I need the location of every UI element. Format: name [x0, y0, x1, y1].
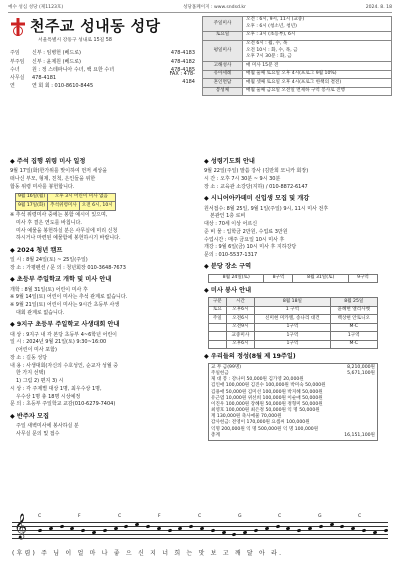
music-note: [38, 528, 43, 532]
schedule-label: 고해성사: [203, 62, 243, 70]
chord-label: G: [238, 514, 242, 519]
table-cell: 백상현 안토니오: [330, 315, 377, 323]
table-cell: 오전6시: [226, 315, 255, 323]
offering-label: 익명 200,000원 익 명 500,000원 익 명 100,000원: [211, 426, 319, 432]
schedule-detail: 오전 6시 : 월, 수, 목 오전 10시 : 화, 수, 목, 금 오후 7시 30분 : 화, 금: [243, 40, 392, 62]
table-cell: 추석위령미사: [48, 202, 80, 211]
music-note: [59, 524, 64, 528]
music-note: [318, 524, 323, 528]
table-cell: [209, 323, 227, 331]
offering-label: 교 무 금(99명): [211, 364, 242, 370]
text-line: 본관인 1층 로비: [210, 213, 246, 220]
schedule-detail: 매월 셋째 토요일 오후 4시(프로그 한책의 결전): [243, 79, 392, 87]
church-logo-icon: [10, 18, 26, 36]
offering-label: 감사헌금: 전영이 170,000원 요셉씨 100,000원: [211, 420, 310, 426]
schedule-detail: 매 미사 15분 전: [243, 62, 392, 70]
schedule-row: [203, 79, 392, 87]
schedule-row: [203, 32, 392, 40]
table-cell: 1구역: [255, 340, 330, 348]
hymn-lyrics: (후렴) 주 님 이 얼 마 나 좋 으 신 지 너 희 는 맛 보 고 깨 달 아 라.: [12, 550, 284, 557]
text-line: 대회 관계로 없습니다.: [16, 309, 65, 316]
music-note: [124, 524, 129, 528]
chord-label: F: [78, 514, 81, 519]
section-title: ◆ 미사 봉사 안내: [204, 286, 252, 294]
right-column: [204, 158, 390, 445]
text-line: 미사 예물을 봉헌하실 분은 사무실에 미리 신청: [16, 227, 118, 234]
table-row: [209, 323, 378, 331]
table-cell: 오후6시: [226, 306, 255, 314]
district-cleaning-section: [204, 263, 390, 283]
staff-value: 478-4181: [32, 75, 57, 82]
table-cell: 주일: [209, 315, 227, 323]
offering-label: 김용애 50,000원 김미선 100,000원 박지혜 50,000원: [211, 389, 323, 395]
section-title: ◆ 우리들의 정성(8월 제 19주일): [204, 352, 296, 360]
text-line: 대상 : 70세 이상 어르신: [204, 221, 258, 228]
district-table: [208, 274, 378, 283]
music-note: [146, 524, 151, 528]
chord-label: C: [198, 514, 202, 519]
schedule-label: 주일미사: [203, 17, 243, 32]
schedule-detail: 매월 둘째 금요일 오전일 면제하 구역 봉사로 진행: [243, 87, 392, 95]
staff-role: 연: [10, 83, 15, 90]
bulletin-header: [8, 14, 392, 154]
schedule-detail: 오후 : 3시 (초등부), 6시: [243, 32, 392, 40]
table-cell: 오후 3시 어린이 미사 없음: [48, 193, 116, 202]
offering-label: 주일헌금: [211, 370, 229, 376]
text-line: 1) 그림 2) 편지 3) 시: [16, 378, 64, 384]
table-cell: 교중미사: [226, 332, 255, 340]
table-cell: 신미현 미카엘, 송나리 대건: [255, 315, 330, 323]
staff-row: [10, 71, 195, 85]
schedule-row: [203, 87, 392, 95]
staff-role: 수녀: [10, 66, 20, 73]
text-line: 주일 새벽미사에 봉사하실 분: [16, 422, 79, 429]
staff-row: [10, 58, 195, 66]
chord-label: G: [318, 514, 322, 519]
music-note: [329, 522, 334, 526]
treble-clef-icon: 𝄞: [14, 514, 28, 539]
text-line: 한 가지 선택): [16, 370, 46, 377]
table-cell: 토요: [209, 306, 227, 314]
senior-academy-section: [204, 195, 390, 260]
text-line: 떠나신 부모, 형제, 친척, 은인들을 위한: [10, 176, 96, 183]
table-row: [209, 332, 378, 340]
table-cell: 오전 6시, 10시: [79, 202, 115, 211]
bulletin-issue: 예수 성심 성당 (제1123호): [8, 4, 64, 10]
music-note: [372, 530, 377, 534]
music-note: [167, 528, 172, 532]
table-cell: 8월 24일(토): [209, 274, 264, 282]
table-row: [209, 340, 378, 348]
table-cell: M·C: [330, 323, 377, 331]
music-note: [221, 530, 226, 534]
chord-label: C: [278, 514, 282, 519]
table-cell: 9구역: [348, 274, 377, 282]
section-title: ◆ 분당 장소 구역: [204, 263, 252, 271]
bulletin-date: 2024. 8. 18: [365, 4, 392, 10]
music-note: [156, 526, 161, 530]
mass-service-table: [208, 297, 378, 349]
table-cell: 1구역: [330, 332, 377, 340]
text-line: 일 시 : 2024년 9월 21일(토) 9:30~16:00: [10, 339, 107, 346]
text-line: 9월 17일(화)한가위를 맞이하여 먼저 세상을: [10, 168, 108, 175]
chord-label: C: [358, 514, 362, 519]
music-note: [340, 524, 345, 528]
organist-recruit-section: [10, 413, 196, 439]
text-line: 장 소 : 교육관 소강당(지하) / 010-8872-6147: [204, 183, 308, 190]
staff-phone: FAX : 478-4184: [169, 71, 195, 85]
staff-row: [10, 50, 195, 58]
section-title: ◆ 주석 집행 위령 미사 일정: [10, 158, 86, 165]
homepage-url[interactable]: 성당홈페이지 : www.sndsd.kr: [182, 4, 246, 10]
text-line: 우수상 1명 총 18명 시상예정: [16, 393, 81, 400]
table-cell: [209, 340, 227, 348]
schedule-row: [203, 70, 392, 78]
drawing-contest-section: [10, 321, 196, 409]
schedule-row: [203, 40, 392, 62]
schedule-label: 유아세례: [203, 70, 243, 78]
offering-amount: 16,151,100원: [344, 432, 375, 438]
staff-role: 부주임: [10, 58, 25, 65]
text-line: ※ 추석 위령미사 중에는 봉함 예시이 있으며,: [10, 212, 108, 219]
table-cell: 8월 31일(토): [293, 274, 348, 282]
text-line: 문의 : 010-5537-1317: [204, 252, 258, 259]
chuseok-schedule-table: [15, 193, 116, 211]
chuseok-mass-section: [10, 158, 196, 243]
text-line: 장 소 : 가평펜션 / 문 의 : 청년회장 010-3648-7673: [10, 264, 126, 271]
offering-label: 유근엽 10,000원 위선희 100,000원 이순애 50,000원: [211, 395, 323, 401]
header-bar: [8, 4, 392, 13]
section-title: ◆ 초등부 주일학교 개학 및 미사 안내: [10, 276, 112, 284]
parish-address: 서울특별시 강동구 성내로 15길 58: [38, 38, 112, 43]
section-title: ◆ 성령기도회 안내: [204, 158, 255, 165]
table-header-cell: 시간: [226, 298, 255, 306]
text-line: 일 시 : 8월 24일(토) ~ 25일(주일): [10, 257, 88, 264]
mass-schedule-table: [202, 16, 392, 96]
music-note: [81, 528, 86, 532]
chord-label: F: [158, 514, 161, 519]
section-title: ◆ 시니어아카데미 신입생 모집 및 개강: [204, 195, 310, 203]
offering-amount: 8,210,000원: [347, 364, 375, 370]
text-line: 준 비 물 : 입학금 2만원, 수업료 3만원: [204, 228, 288, 235]
offering-row: [211, 433, 375, 439]
text-line: 장 소 : 길동 성당: [10, 354, 48, 361]
staff-role: 사무실: [10, 75, 25, 82]
music-note: [275, 524, 280, 528]
offering-amount: 5,671,100원: [347, 370, 375, 376]
text-line: 시 상 : 각 주제별 대상 1명, 최우수상 1명,: [10, 385, 102, 392]
sunday-school-section: [10, 276, 196, 317]
music-note: [362, 528, 367, 532]
chord-label: C: [118, 514, 122, 519]
table-header-cell: 구분: [209, 298, 227, 306]
staff-role: 주임: [10, 50, 20, 57]
staff-phone: 478-4182: [170, 58, 195, 65]
table-cell: 오후6시: [226, 340, 255, 348]
mass-service-section: [204, 287, 390, 349]
offering-label: 이진우 100,000원 장혜원 50,000원 정형미 50,000원: [211, 401, 323, 407]
table-cell: 1구역: [255, 323, 330, 331]
music-note: [189, 524, 194, 528]
staff-phone: 478-4183: [170, 50, 195, 57]
music-note: [264, 526, 269, 530]
text-line: 내 용 : 사생대회(자신의 수호성인, 순교자 성월 중: [10, 362, 119, 369]
offering-label: 제 대 봉 : 강나미 50,000원 김가영 20,000원: [211, 377, 304, 383]
staff-line: [12, 538, 388, 539]
chord-label: C: [38, 514, 42, 519]
section-title: ◆ 9지구 초등부 주일학교 사생대회 안내: [10, 321, 120, 329]
table-cell: M·C: [330, 340, 377, 348]
schedule-row: [203, 62, 392, 70]
text-line: 개강 : 9월 6일(금) 10시 미사 후 지하강당: [204, 244, 297, 251]
section-title: ◆ 2024 청년 캠프: [10, 246, 63, 254]
music-note: [383, 528, 388, 532]
offering-label: 김인애 100,000원 김진수 100,000원 박미숙 50,000원: [211, 383, 326, 389]
schedule-row: [203, 17, 392, 32]
text-line: 합동 위령 미사를 봉헌합니다.: [10, 183, 75, 190]
table-row: [209, 306, 378, 314]
schedule-label: 평일미사: [203, 40, 243, 62]
staff-value: 원 : 정 스테파니아 수녀, 백 요한 수녀: [32, 66, 115, 73]
youth-camp-section: [10, 247, 196, 273]
text-line: 문 의 : 초등부 주일학교 교감(010-6279-7404): [10, 401, 116, 408]
table-cell: 1구역: [255, 332, 330, 340]
table-header-cell: 8월 18일: [255, 298, 330, 306]
staff-value: 신부 : 윤제원 (베드로): [32, 58, 81, 65]
text-line: (어린이 미사 포함): [16, 347, 57, 353]
staff-list: [10, 50, 195, 91]
music-note: [232, 532, 237, 536]
text-line: ※ 9월 21일(토) 어린이 미사는 9시간 초등부 사생: [10, 302, 120, 309]
schedule-detail: 매월 둘째 토요일 오후 4시(프로그 9월 10%): [243, 70, 392, 78]
left-column: [10, 158, 196, 442]
text-line: 개학 : 8월 31일(토) 어린이 미사 후: [10, 286, 88, 293]
staff-value: 신부 : 임병헌 (베드로): [32, 50, 81, 57]
prayer-meeting-section: [204, 158, 390, 192]
table-cell: 윤혜현 엘리사벳: [330, 306, 377, 314]
table-cell: 8구역: [264, 274, 293, 282]
parish-name: 천주교 성내동 성당: [30, 17, 161, 35]
staff-phone: 478-4185: [170, 66, 195, 73]
text-line: 수업시간 : 매주 금요일 10시 미사 후: [204, 236, 285, 243]
section-title: ◆ 반주자 모집: [10, 412, 49, 420]
music-note: [113, 526, 118, 530]
text-line: 하시거나 마련된 예물함에 봉헌하시기 바랍니다.: [16, 235, 121, 242]
schedule-label: 토요일: [203, 32, 243, 40]
music-note: [254, 528, 259, 532]
text-line: ※ 9월 14일(토) 어린이 미사는 추석 관계로 없습니다.: [10, 294, 128, 301]
staff-line: [12, 534, 388, 535]
text-line: 시 간 : 오후 7시 30분 ~ 9시 30분: [204, 176, 281, 183]
staff-value: 연 회 회 : 010-8610-8445: [32, 83, 94, 90]
text-line: 9월 22일(주일) 말씀 강사 (김만희 모니카 회장): [204, 168, 309, 175]
schedule-label: 혼인면담: [203, 79, 243, 87]
hymn-score: [8, 514, 392, 564]
offering-list: [208, 363, 378, 441]
music-note: [210, 528, 215, 532]
offering-label: 최영호 100,000원 최은정 50,000원 익 명 50,000원: [211, 408, 320, 414]
schedule-detail: 오전 : 6시, 9시, 11시 (교중) 오후 : 6시 (청소년, 청년): [243, 17, 392, 32]
table-header-cell: 8월 25일: [330, 298, 377, 306]
music-note: [297, 528, 302, 532]
table-row: [209, 315, 378, 323]
schedule-label: 봉성체: [203, 87, 243, 95]
music-note: [102, 528, 107, 532]
table-cell: 9월 17일(화): [16, 202, 48, 211]
table-cell: 9월 16일(월): [16, 193, 48, 202]
text-line: 원서접수: 8월 25일, 9월 1일(주일) 9시, 11시 미사 전후: [204, 205, 329, 212]
text-line: 미사 후 결은 연도를 바칩니다.: [16, 219, 82, 226]
offering-label: 계 130,000원 축사예물 70,000원: [211, 414, 282, 420]
text-line: 사무실 문의 및 접수: [16, 430, 60, 437]
offering-label: 총계: [211, 432, 220, 438]
table-cell: 1 구역: [255, 306, 330, 314]
offering-section: [204, 353, 390, 442]
table-cell: [209, 332, 227, 340]
text-line: 대 상 : 9지구 내 각 본당 초등부 4~6학년 어린이: [10, 331, 118, 338]
music-note: [48, 526, 53, 530]
table-cell: 오전9시: [226, 323, 255, 331]
table-header-row: [209, 298, 378, 306]
